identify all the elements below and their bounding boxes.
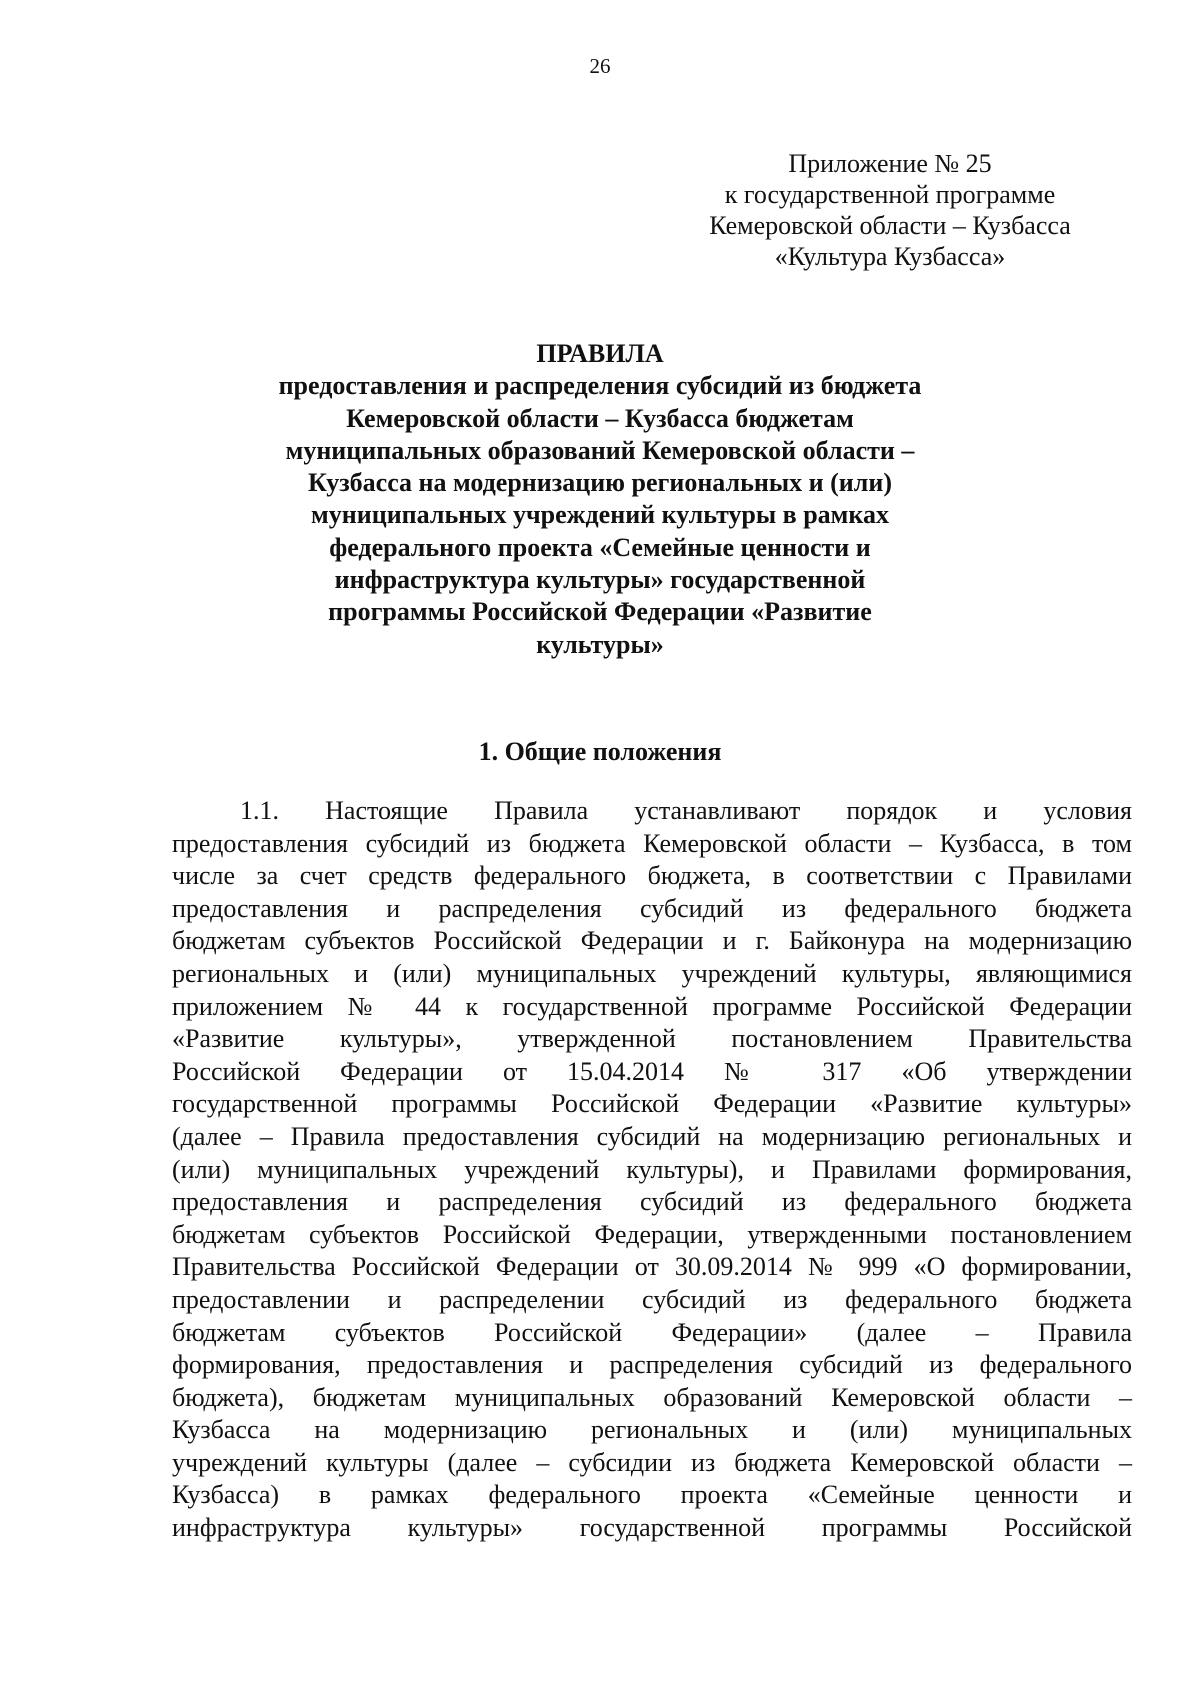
title-line: федерального проекта «Семейные ценности и: [329, 532, 871, 562]
paragraph-line: формирования, предоставления и распределения субсидий из федерального: [172, 1350, 1132, 1380]
appendix-line: Кемеровской области – Кузбасса: [709, 211, 1071, 240]
page-number: 26: [589, 54, 611, 78]
paragraph-line: бюджетам субъектов Российской Федерации и г. Байконура на модернизацию: [172, 926, 1132, 956]
paragraph-line: Российской Федерации от 15.04.2014 № 317 «Об утверждении: [172, 1056, 1132, 1086]
paragraph-line: предоставления и распределения субсидий из федерального бюджета: [172, 893, 1132, 923]
title-line: Кемеровской области – Кузбасса бюджетам: [346, 403, 854, 433]
appendix-reference: [690, 148, 1090, 272]
title-heading: ПРАВИЛА: [536, 339, 664, 368]
paragraph-line: бюджетам субъектов Российской Федерации, утвержденными постановлением: [172, 1219, 1132, 1249]
appendix-line: «Культура Кузбасса»: [774, 242, 1006, 271]
title-line: программы Российской Федерации «Развитие: [328, 597, 872, 627]
paragraph-line: предоставления и распределения субсидий из федерального бюджета: [172, 1187, 1132, 1217]
paragraph-line: предоставлении и распределении субсидий из федерального бюджета: [172, 1284, 1132, 1314]
title-line: инфраструктура культуры» государственной: [334, 565, 866, 595]
paragraph-line: (или) муниципальных учреждений культуры), и Правилами формирования,: [172, 1154, 1132, 1184]
paragraph-line: региональных и (или) муниципальных учреждений культуры, являющимися: [172, 958, 1132, 988]
title-line: культуры»: [536, 629, 664, 659]
paragraph-1-1: [172, 795, 1132, 1545]
title-line: предоставления и распределения субсидий из бюджета: [278, 371, 922, 401]
appendix-line: Приложение № 25: [788, 149, 992, 178]
paragraph-line: «Развитие культуры», утвержденной постановлением Правительства: [172, 1024, 1132, 1054]
paragraph-line: бюджетам субъектов Российской Федерации» (далее – Правила: [172, 1317, 1132, 1347]
paragraph-line: числе за счет средств федерального бюджета, в соответствии с Правилами: [172, 861, 1132, 891]
paragraph-line: учреждений культуры (далее – субсидии из бюджета Кемеровской области –: [172, 1447, 1132, 1477]
paragraph-line: инфраструктура культуры» государственной программы Российской: [172, 1513, 1132, 1543]
title-line: Кузбасса на модернизацию региональных и (или): [308, 468, 892, 498]
paragraph-line: предоставления субсидий из бюджета Кемеровской области – Кузбасса, в том: [172, 828, 1132, 858]
title-line: муниципальных учреждений культуры в рамках: [311, 500, 889, 530]
appendix-line: к государственной программе: [724, 180, 1056, 209]
title-line: муниципальных образований Кемеровской области –: [285, 435, 915, 465]
section-heading: 1. Общие положения: [478, 737, 722, 766]
paragraph-line: (далее – Правила предоставления субсидий на модернизацию региональных и: [172, 1121, 1132, 1151]
paragraph-line: Кузбасса) в рамках федерального проекта «Семейные ценности и: [172, 1480, 1132, 1510]
document-title: [250, 338, 950, 661]
paragraph-line: Кузбасса на модернизацию региональных и (или) муниципальных: [172, 1415, 1132, 1445]
paragraph-line: бюджета), бюджетам муниципальных образований Кемеровской области –: [172, 1382, 1132, 1412]
paragraph-line: государственной программы Российской Федерации «Развитие культуры»: [172, 1089, 1132, 1119]
paragraph-line: приложением № 44 к государственной программе Российской Федерации: [172, 991, 1132, 1021]
paragraph-line: 1.1. Настоящие Правила устанавливают порядок и условия: [240, 796, 1132, 825]
paragraph-line: Правительства Российской Федерации от 30.09.2014 № 999 «О формировании,: [172, 1252, 1132, 1282]
